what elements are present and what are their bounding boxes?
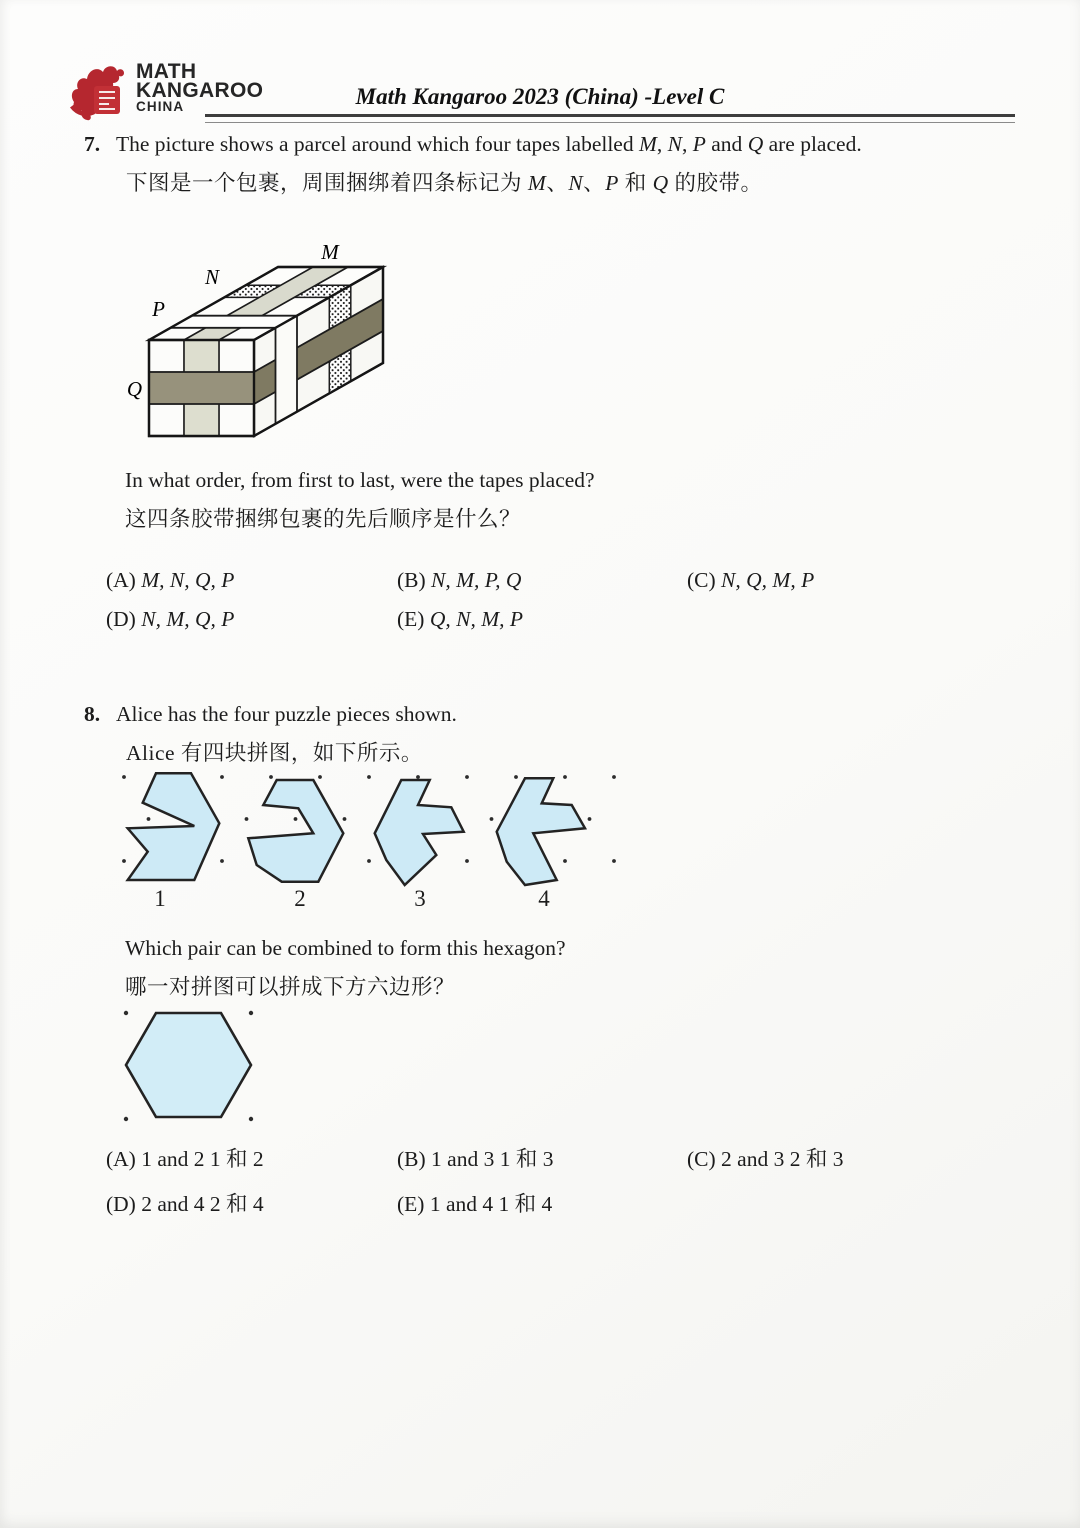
q8-number: 8. (84, 702, 101, 726)
piece-number-3: 3 (414, 886, 426, 910)
q7-text-zh: 下图是一个包裹，周围捆绑着四条标记为 M、N、P 和 Q 的胶带。 (126, 171, 763, 195)
q7-number: 7. (84, 132, 101, 156)
page-title: Math Kangaroo 2023 (China) -Level C (355, 84, 725, 109)
tape-label-q: Q (126, 377, 142, 401)
logo-line-2: KANGAROO (136, 79, 264, 103)
q7-option-c: (C) N, Q, M, P (687, 568, 815, 592)
q8-option-c: (C) 2 and 3 2 和 3 (687, 1147, 844, 1171)
tape-label-p: P (152, 297, 165, 321)
q8-text-zh: Alice 有四块拼图，如下所示。 (126, 741, 423, 765)
q7-question-zh: 这四条胶带捆绑包裹的先后顺序是什么？ (125, 507, 522, 531)
q7-option-d: (D) N, M, Q, P (106, 607, 235, 631)
q8-option-b: (B) 1 and 3 1 和 3 (397, 1147, 554, 1171)
q7-question-en: In what order, from first to last, were the tapes placed? (125, 468, 595, 492)
q8-question-zh: 哪一对拼图可以拼成下方六边形？ (125, 975, 456, 999)
hexagon-figure (120, 1006, 270, 1128)
hexagon-shape (126, 1013, 251, 1117)
logo-line-3: CHINA (136, 98, 185, 114)
q8-text-en: Alice has the four puzzle pieces shown. (116, 702, 457, 726)
q7-option-a: (A) M, N, Q, P (106, 568, 235, 592)
q7-options (106, 568, 814, 632)
q8-option-d: (D) 2 and 4 2 和 4 (106, 1192, 264, 1216)
parcel-figure (116, 206, 396, 448)
q7-text-en: The picture shows a parcel around which four tapes labelled M, N, P and Q are placed. (116, 132, 862, 156)
q8-options (106, 1142, 843, 1218)
tape-label-n: N (204, 265, 219, 289)
piece-number-1: 1 (154, 886, 166, 910)
tape-label-m: M (321, 240, 339, 264)
q8-option-e: (E) 1 and 4 1 和 4 (397, 1192, 553, 1216)
puzzle-pieces-figure (112, 768, 632, 910)
q8-question-en: Which pair can be combined to form this hexagon? (125, 936, 566, 960)
piece-number-2: 2 (294, 886, 306, 910)
header-rule (205, 114, 1015, 123)
q7-option-b: (B) N, M, P, Q (397, 568, 522, 592)
q7-option-e: (E) Q, N, M, P (397, 607, 523, 631)
piece-number-4: 4 (538, 886, 550, 910)
q8-option-a: (A) 1 and 2 1 和 2 (106, 1147, 264, 1171)
logo-line-1: MATH (136, 60, 197, 83)
